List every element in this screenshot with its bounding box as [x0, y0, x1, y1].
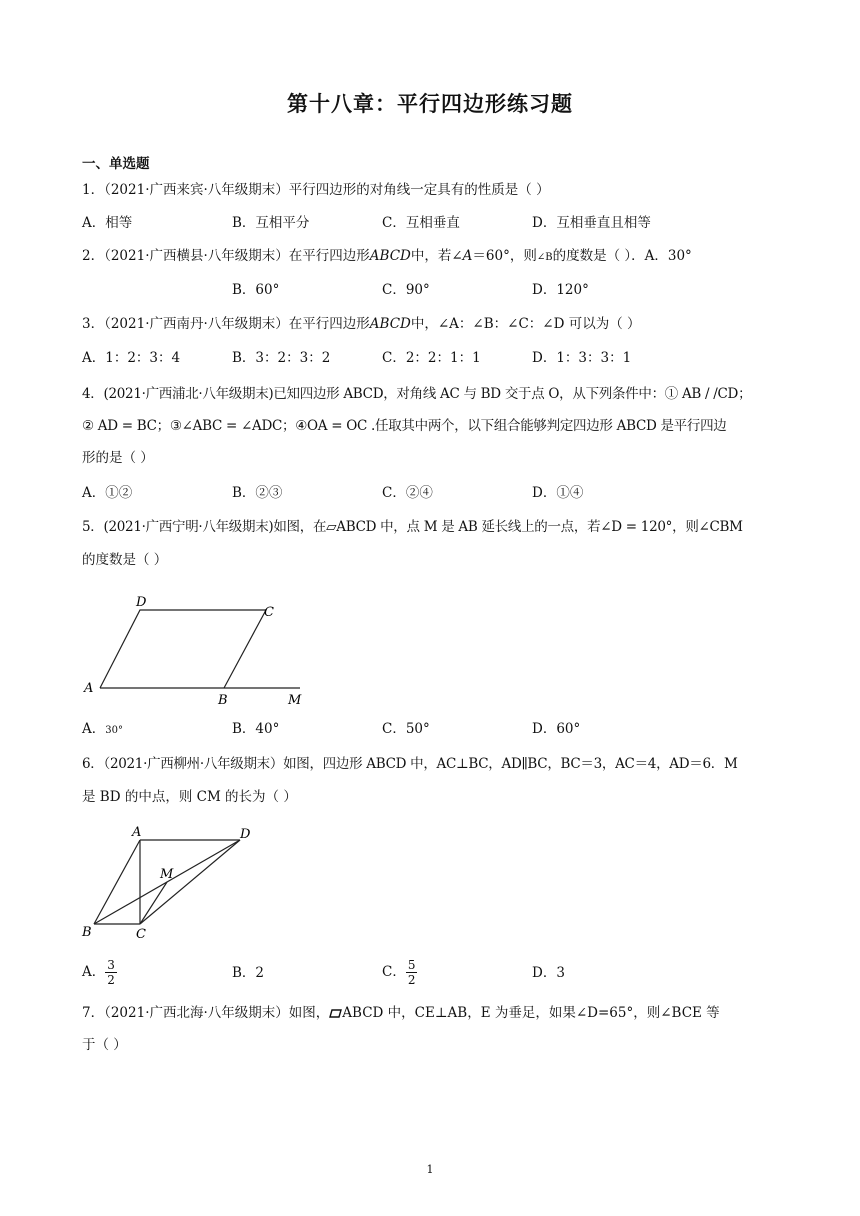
q2-abcd: ABCD	[369, 248, 411, 264]
segment-cd	[140, 840, 240, 924]
q2-post: 的度数是（ ）．A．30°	[552, 248, 692, 264]
question-5-line-1: 5．(2021·广西宁明·八年级期末)如图，在▱ABCD 中，点 M 是 AB 延长线上的一点，若∠D = 120°，则∠CBM	[82, 519, 743, 535]
q2-option-b: B．60°	[232, 282, 280, 298]
fraction-denominator: 2	[107, 973, 115, 987]
q1-option-d: D．互相垂直且相等	[532, 215, 651, 231]
q5-option-d: D．60°	[532, 721, 581, 737]
page-number: 1	[426, 1163, 434, 1176]
q4-option-d: D．①④	[532, 485, 584, 501]
segment-cm	[140, 882, 167, 924]
q5-option-a	[82, 719, 123, 741]
question-3	[82, 314, 641, 334]
q2-mid: 中，若∠	[410, 248, 463, 264]
q3-option-d: D．1：3：3：1	[532, 350, 632, 366]
q2-angle-a: A	[462, 248, 473, 264]
q6-option-b: B．2	[232, 965, 265, 981]
question-7-line-2: 于（ ）	[82, 1037, 127, 1053]
q2-pre: 2．（2021·广西横县·八年级期末）在平行四边形	[82, 248, 370, 264]
label-d: D	[240, 827, 251, 842]
label-b: B	[82, 925, 92, 940]
question-5-line-2: 的度数是（ ）	[82, 552, 168, 568]
q5-option-a-value: 30°	[105, 725, 123, 736]
q1-option-b: B．互相平分	[232, 215, 310, 231]
page-title: 第十八章：平行四边形练习题	[287, 92, 573, 116]
q4-option-b: B．②③	[232, 485, 283, 501]
q2-eq: ＝60°，则	[472, 248, 537, 264]
fraction-numerator: 5	[407, 958, 416, 972]
question-1: 1．（2021·广西来宾·八年级期末）平行四边形的对角线一定具有的性质是（ ）	[82, 182, 550, 198]
question-4-line-2: ② AD = BC；③∠ABC = ∠ADC；④OA = OC .任取其中两个，以下组合能够判定四边形 ABCD 是平行四边	[82, 418, 727, 434]
question-4-line-3: 形的是（ ）	[82, 450, 154, 466]
q3-option-a: A．1：2：3：4	[82, 350, 181, 366]
label-a: A	[132, 825, 142, 840]
q2-option-c: C．90°	[382, 282, 430, 298]
label-c: C	[136, 927, 146, 942]
q5-parallelogram-figure	[78, 592, 308, 707]
label-b: B	[218, 693, 228, 707]
q7-pre: 7．（2021·广西北海·八年级期末）如图，	[82, 1005, 330, 1021]
q6-option-a	[82, 958, 117, 987]
parallelogram-icon	[329, 1009, 342, 1018]
question-2	[82, 246, 692, 268]
q7-post: ABCD 中，CE⊥AB，E 为垂足，如果∠D=65°，则∠BCE 等	[342, 1005, 720, 1021]
q3-abcd: ABCD	[369, 316, 411, 332]
label-c: C	[264, 605, 274, 620]
q5-option-a-letter: A．	[82, 721, 106, 737]
q6-option-c	[382, 958, 417, 987]
q6-option-a-letter: A．	[82, 964, 106, 980]
q6-option-a-fraction	[105, 958, 117, 987]
label-a: A	[84, 681, 94, 696]
q3-pre: 3．（2021·广西南丹·八年级期末）在平行四边形	[82, 316, 370, 332]
q1-option-c: C．互相垂直	[382, 215, 460, 231]
section-heading: 一、单选题	[82, 156, 150, 172]
q5-option-b: B．40°	[232, 721, 280, 737]
q2-option-d: D．120°	[532, 282, 589, 298]
question-6-line-1: 6．（2021·广西柳州·八年级期末）如图，四边形 ABCD 中，AC⊥BC，AD∥BC，BC＝3，AC＝4，AD＝6．M	[82, 756, 738, 772]
q5-option-c: C．50°	[382, 721, 430, 737]
q6-option-c-letter: C．	[382, 964, 406, 980]
q4-option-a: A．①②	[82, 485, 133, 501]
q4-option-c: C．②④	[382, 485, 433, 501]
label-d: D	[136, 595, 147, 610]
q3-post: 中，∠A：∠B：∠C：∠D 可以为（ ）	[410, 316, 641, 332]
q2-angle-db: ∠B	[536, 252, 553, 263]
label-m: M	[160, 867, 174, 882]
q1-option-a: A．相等	[82, 215, 133, 231]
fraction-denominator: 2	[407, 973, 416, 987]
question-4-line-1: 4．(2021·广西浦北·八年级期末)已知四边形 ABCD，对角线 AC 与 BD 交于点 O，从下列条件中：① AB / /CD；	[82, 386, 752, 402]
q6-quadrilateral-figure	[80, 820, 260, 942]
q3-option-b: B．3：2：3：2	[232, 350, 331, 366]
q3-option-c: C．2：2：1：1	[382, 350, 481, 366]
q6-option-c-fraction	[406, 958, 418, 987]
label-m: M	[288, 693, 302, 707]
q6-option-d: D．3	[532, 965, 565, 981]
question-6-line-2: 是 BD 的中点，则 CM 的长为（ ）	[82, 789, 297, 805]
fraction-numerator: 3	[107, 958, 115, 972]
question-7-line-1	[82, 1003, 720, 1023]
parallelogram-abcd	[100, 610, 266, 688]
